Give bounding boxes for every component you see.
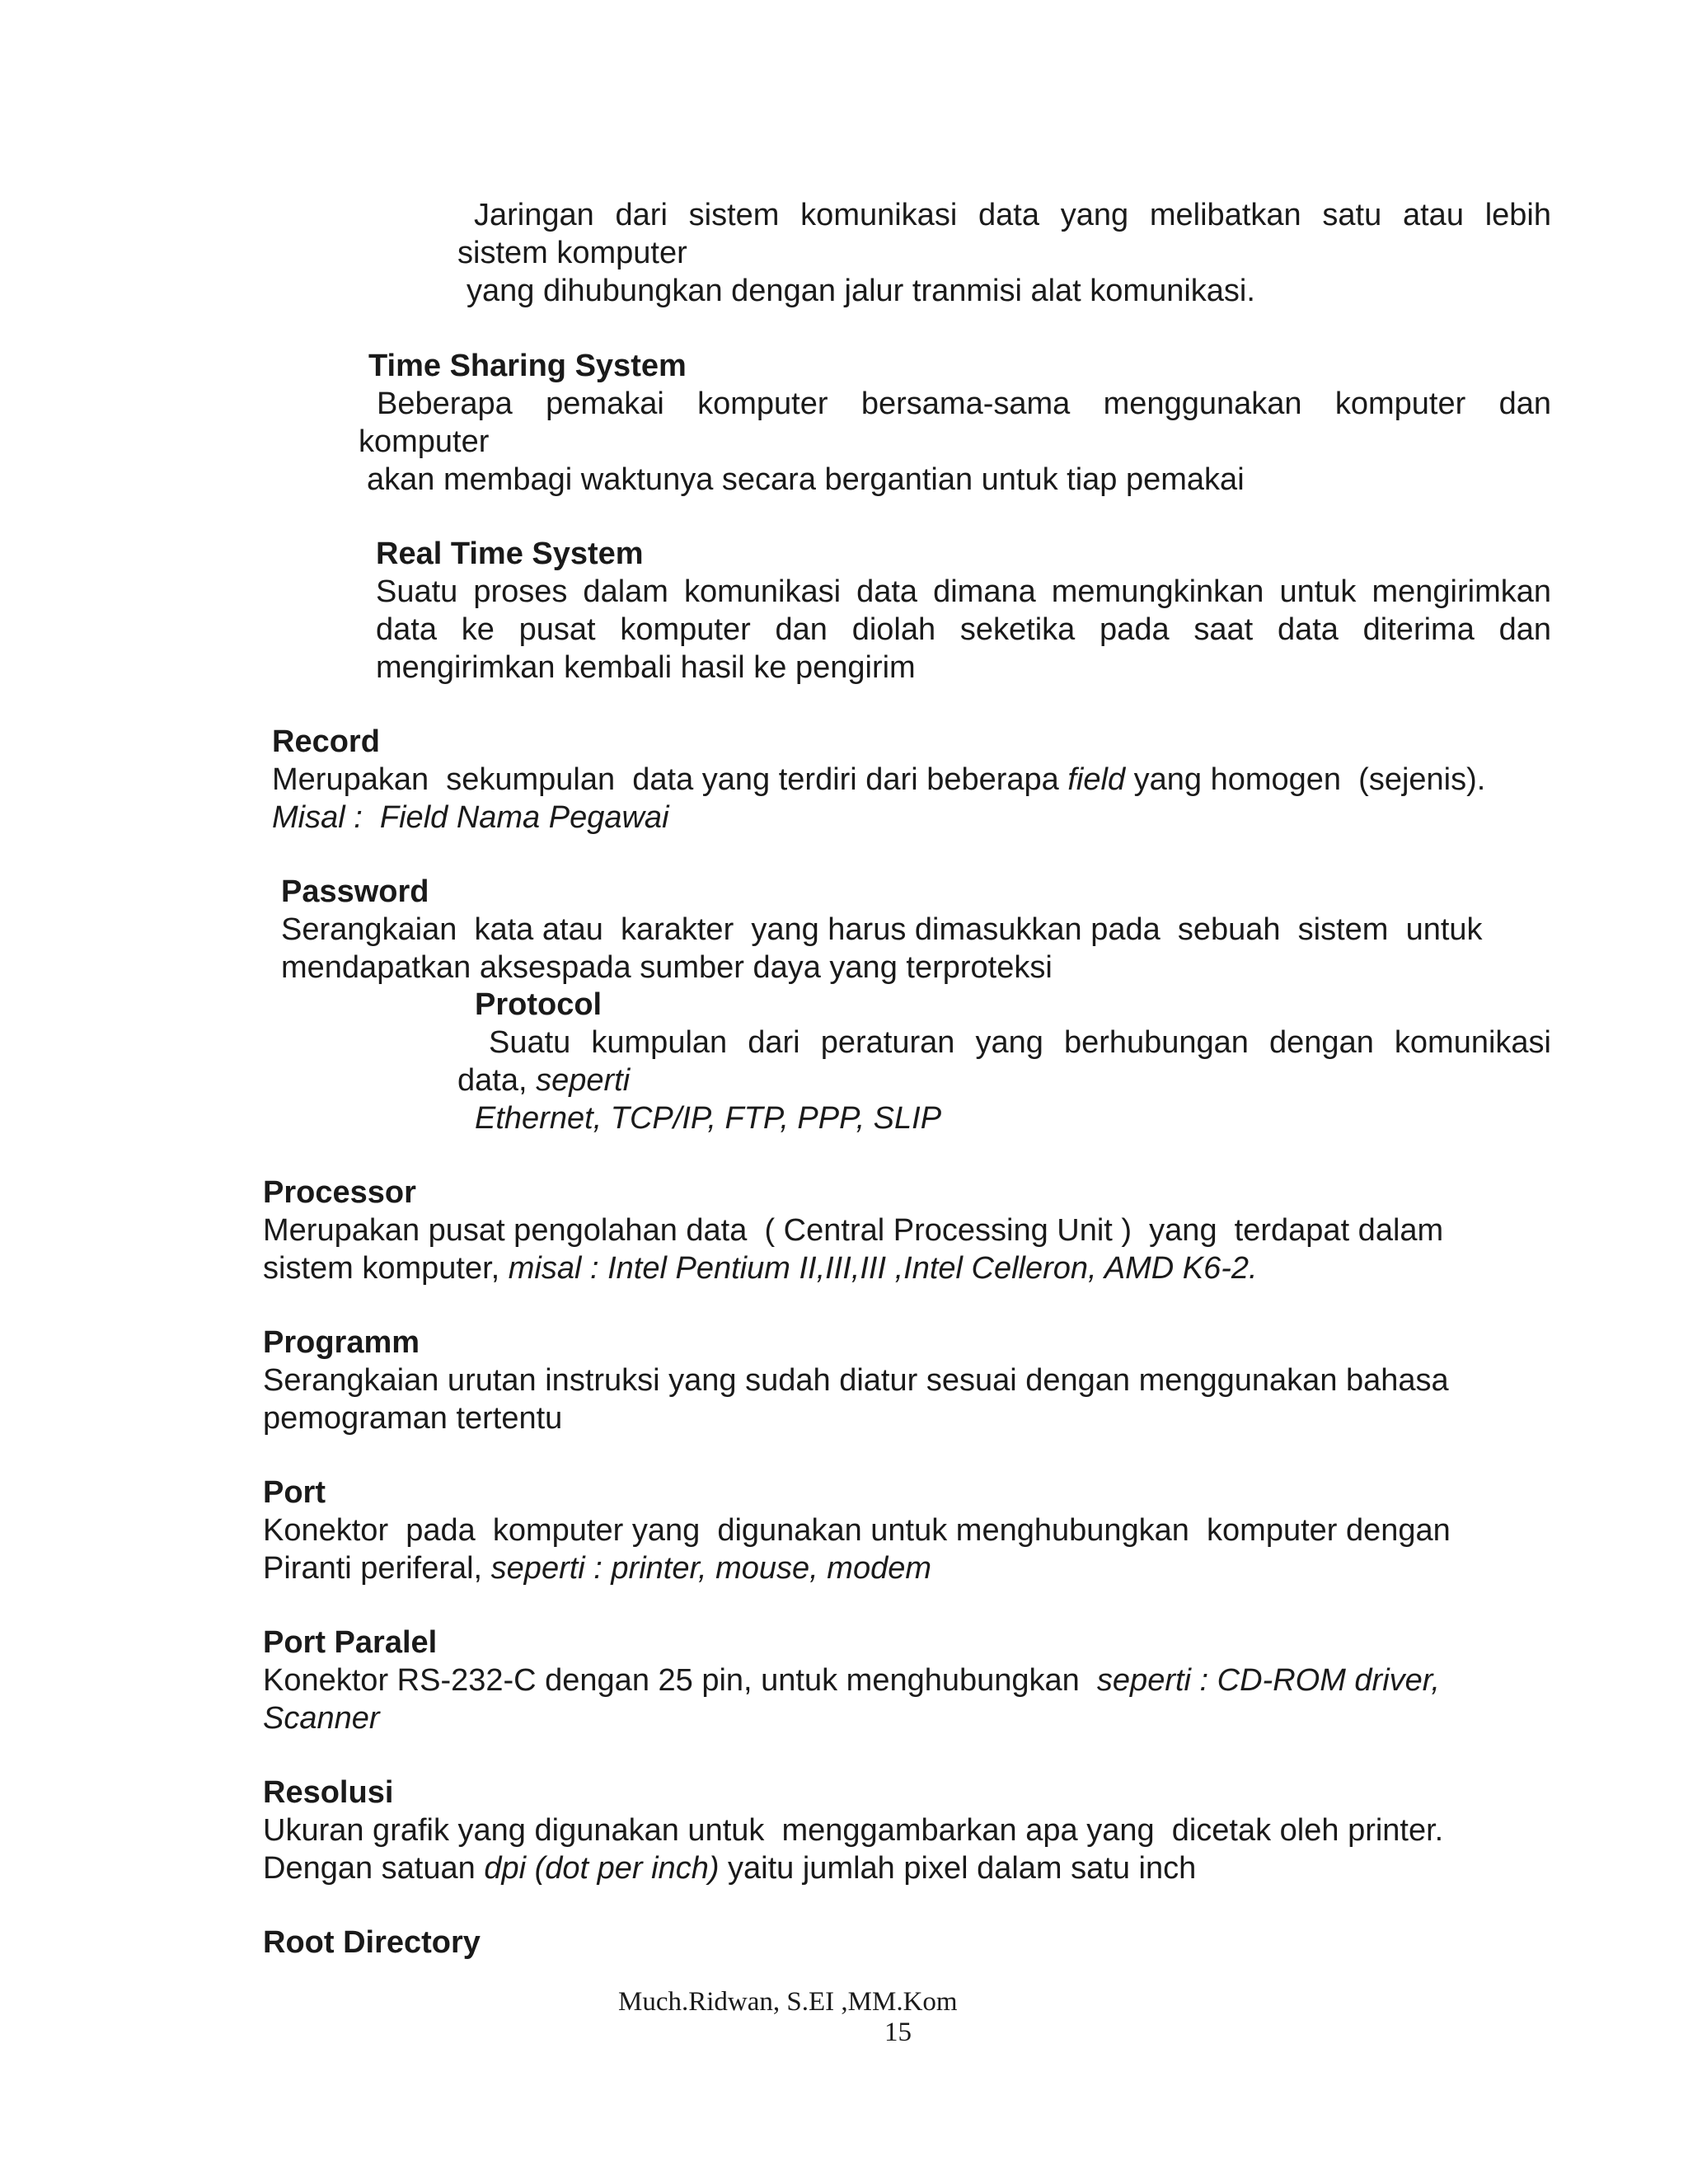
record-field-term: field (1067, 762, 1126, 797)
record-line-1-tail: yang homogen (sejenis). (1125, 762, 1486, 797)
programm-heading: Programm (263, 1325, 420, 1360)
protocol-line-2 (457, 1062, 630, 1099)
password-line-2: mendapatkan aksespada sumber daya yang terproteksi (281, 950, 1053, 985)
record-example: Misal : Field Nama Pegawai (272, 800, 669, 835)
resolusi-line-2 (263, 1849, 1196, 1887)
port-paralel-heading: Port Paralel (263, 1625, 438, 1660)
resolusi-heading: Resolusi (263, 1775, 394, 1810)
jaringan-line-2: sistem komputer (457, 236, 687, 270)
real-time-line-3: mengirimkan kembali hasil ke pengirim (376, 650, 916, 685)
port-line-2-text: Piranti periferal, (263, 1551, 491, 1586)
real-time-line-1: Suatu proses dalam komunikasi data dimana memungkinkan untuk mengirimkan (376, 574, 1551, 609)
port-paralel-line-2: Scanner (263, 1701, 380, 1736)
protocol-seperti: seperti (536, 1063, 631, 1098)
port-line-1: Konektor pada komputer yang digunakan untuk menghubungkan komputer dengan (263, 1513, 1451, 1548)
protocol-heading: Protocol (475, 987, 603, 1022)
time-sharing-line-2: komputer (359, 424, 490, 459)
time-sharing-heading: Time Sharing System (368, 349, 687, 383)
protocol-line-1: Suatu kumpulan dari peraturan yang berhubungan dengan komunikasi (489, 1025, 1551, 1060)
password-heading: Password (281, 874, 429, 909)
port-line-2 (263, 1549, 931, 1587)
record-line-1-text: Merupakan sekumpulan data yang terdiri dari beberapa (272, 762, 1068, 797)
password-line-1: Serangkaian kata atau karakter yang harus dimasukkan pada sebuah sistem untuk (281, 912, 1483, 947)
processor-examples: misal : Intel Pentium II,III,III ,Intel Celleron, AMD K6-2. (508, 1251, 1258, 1286)
port-paralel-line-1-text: Konektor RS-232-C dengan 25 pin, untuk menghubungkan (263, 1663, 1097, 1698)
processor-line-1: Merupakan pusat pengolahan data ( Central Processing Unit ) yang terdapat dalam (263, 1213, 1444, 1248)
resolusi-line-1: Ukuran grafik yang digunakan untuk menggambarkan apa yang dicetak oleh printer. (263, 1813, 1444, 1848)
resolusi-dpi-term: dpi (dot per inch) (484, 1851, 720, 1886)
processor-heading: Processor (263, 1175, 416, 1210)
resolusi-line-2-tail: yaitu jumlah pixel dalam satu inch (719, 1851, 1197, 1886)
port-heading: Port (263, 1475, 326, 1510)
port-paralel-examples: seperti : CD-ROM driver, (1096, 1663, 1440, 1698)
footer-author: Much.Ridwan, S.EI ,MM.Kom (618, 1987, 958, 2017)
processor-line-2-text: sistem komputer, (263, 1251, 509, 1286)
time-sharing-line-1: Beberapa pemakai komputer bersama-sama menggunakan komputer dan (377, 387, 1551, 421)
port-paralel-line-1 (263, 1661, 1440, 1699)
jaringan-line-3: yang dihubungkan dengan jalur tranmisi alat komunikasi. (467, 274, 1255, 308)
jaringan-line-1: Jaringan dari sistem komunikasi data yang melibatkan satu atau lebih (474, 198, 1551, 232)
time-sharing-line-3: akan membagi waktunya secara bergantian untuk tiap pemakai (367, 462, 1245, 497)
record-heading: Record (272, 724, 380, 759)
programm-line-1: Serangkaian urutan instruksi yang sudah diatur sesuai dengan menggunakan bahasa (263, 1363, 1449, 1398)
root-directory-heading: Root Directory (263, 1925, 481, 1960)
real-time-heading: Real Time System (376, 537, 644, 571)
real-time-line-2: data ke pusat komputer dan diolah seketika pada saat data diterima dan (376, 612, 1551, 647)
port-examples: seperti : printer, mouse, modem (490, 1551, 932, 1586)
processor-line-2 (263, 1249, 1258, 1287)
protocol-examples: Ethernet, TCP/IP, FTP, PPP, SLIP (475, 1101, 942, 1136)
resolusi-line-2-text: Dengan satuan (263, 1851, 485, 1886)
programm-line-2: pemograman tertentu (263, 1401, 563, 1436)
protocol-line-2-text: data, (457, 1063, 537, 1098)
footer-page-number: 15 (884, 2018, 912, 2047)
record-line-1 (272, 761, 1485, 799)
